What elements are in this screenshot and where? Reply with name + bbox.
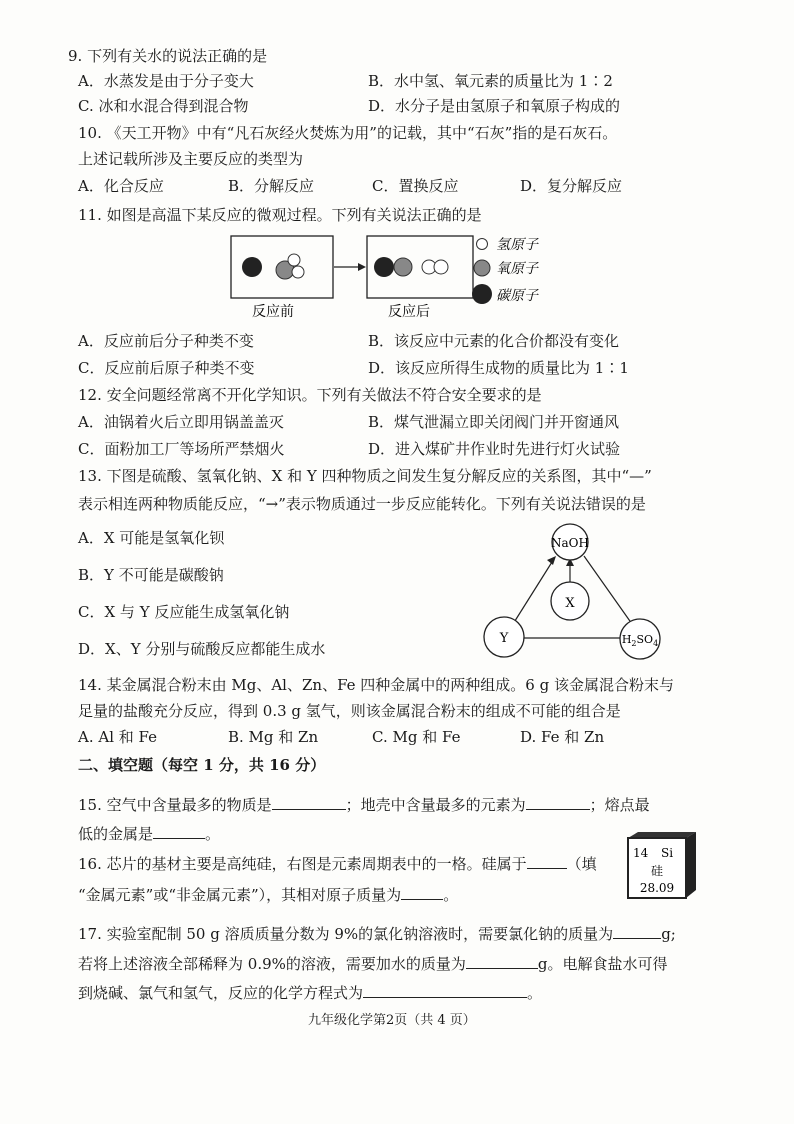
q13-option-d: D．X、Y 分别与硫酸反应都能生成水 (78, 640, 326, 658)
q10-option-c: C．置换反应 (372, 177, 459, 195)
q13-option-c: C．X 与 Y 反应能生成氢氧化钠 (78, 603, 290, 621)
cell-element-name: 硅 (650, 864, 664, 878)
q16-text-3: “金属元素”或“非金属元素”），其相对原子质量为 (78, 886, 402, 904)
q9-option-b: B．水中氢、氧元素的质量比为 1∶2 (368, 72, 613, 90)
q15-text-4: 低的金属是 (78, 825, 154, 843)
q10-option-b: B．分解反应 (228, 177, 315, 195)
section-heading-fill-in: 二、填空题（每空 1 分，共 16 分） (78, 756, 326, 774)
q13-stem-line2: 表示相连两种物质能反应，“→”表示物质通过一步反应能转化。下列有关说法错误的是 (78, 495, 646, 513)
cell-side-face (686, 832, 696, 898)
q15-blank-2[interactable] (526, 793, 590, 810)
q13-option-a: A．X 可能是氢氧化钡 (78, 529, 225, 547)
q11-label-after: 反应后 (388, 304, 430, 320)
edge-y-naoh (513, 562, 552, 624)
cell-symbol: Si (660, 846, 674, 860)
periodic-table-cell-silicon (620, 830, 700, 902)
q14-stem-line2: 足量的盐酸充分反应，得到 0.3 g 氢气，则该金属混合粉末的组成不可能的组合是 (78, 702, 621, 720)
page-footer: 九年级化学第2页（共 4 页） (308, 1013, 476, 1028)
q10-stem-line2: 上述记载所涉及主要反应的类型为 (78, 150, 304, 168)
q10-stem-line1: 10. 《天工开物》中有“凡石灰经火焚炼为用”的记载，其中“石灰”指的是石灰石。 (78, 124, 618, 142)
edge-y-naoh-arrowhead (547, 556, 556, 565)
q16-blank-1[interactable] (527, 852, 567, 869)
q11-option-b: B．该反应中元素的化合价都没有变化 (368, 332, 620, 350)
q16-blank-2[interactable] (401, 883, 443, 900)
q17-line3 (78, 981, 542, 1004)
q11-option-a: A．反应前后分子种类不变 (78, 332, 254, 350)
q12-stem: 12. 安全问题经常离不开化学知识。下列有关做法不符合安全要求的是 (78, 386, 542, 404)
q13-stem-line1: 13. 下图是硫酸、氢氧化钠、X 和 Y 四种物质之间发生复分解反应的关系图，其中“—” (78, 467, 652, 485)
q17-blank-1[interactable] (613, 922, 661, 939)
q17-line2 (78, 952, 668, 975)
q9-option-d: D．水分子是由氢原子和氧原子构成的 (368, 97, 621, 115)
hydrogen-atom (288, 254, 300, 266)
legend-carbon-label: 碳原子 (496, 288, 538, 304)
q17-text-3: 若将上述溶液全部稀释为 0.9%的溶液，需要加水的质量为 (78, 955, 466, 973)
q15-text-3: ；熔点最 (589, 796, 650, 814)
carbon-atom (242, 257, 262, 277)
reaction-arrow-head (358, 263, 366, 271)
q16-line1 (78, 852, 597, 875)
node-h2so4-label: $H_2SO_4$ (621, 633, 659, 648)
legend-hydrogen-icon (477, 239, 488, 250)
cell-atomic-number: 14 (633, 846, 649, 860)
legend-hydrogen-label: 氢原子 (496, 237, 538, 253)
q9-stem: 9. 下列有关水的说法正确的是 (68, 47, 268, 65)
q11-label-before: 反应前 (252, 304, 294, 320)
q15-blank-3[interactable] (153, 822, 205, 839)
q11-option-c: C．反应前后原子种类不变 (78, 359, 255, 377)
oxygen-atom (394, 258, 412, 276)
carbon-atom (374, 257, 394, 277)
q11-reaction-diagram (228, 230, 568, 322)
q13-option-b: B．Y 不可能是碳酸钠 (78, 566, 224, 584)
q16-text-4: 。 (443, 886, 459, 904)
legend-carbon-icon (472, 284, 492, 304)
q14-option-d: D. Fe 和 Zn (520, 728, 605, 746)
q17-text-6: 。 (527, 984, 543, 1002)
q15-text-5: 。 (205, 825, 221, 843)
cell-atomic-mass: 28.09 (639, 881, 675, 895)
q17-text-2: g; (661, 925, 676, 943)
q12-option-b: B．煤气泄漏立即关闭阀门并开窗通风 (368, 413, 620, 431)
q17-blank-2[interactable] (466, 952, 538, 969)
q15-line1 (78, 793, 650, 816)
node-y-label: Y (499, 631, 509, 646)
hydrogen-atom (292, 266, 304, 278)
q13-relation-diagram (476, 520, 686, 670)
q17-text-5: 到烧碱、氯气和氢气，反应的化学方程式为 (78, 984, 364, 1002)
q10-option-d: D．复分解反应 (520, 177, 623, 195)
q16-text-1: 16. 芯片的基材主要是高纯硅，右图是元素周期表中的一格。硅属于 (78, 855, 527, 873)
q10-option-a: A．化合反应 (78, 177, 164, 195)
q11-stem: 11. 如图是高温下某反应的微观过程。下列有关说法正确的是 (78, 206, 482, 224)
q17-line1 (78, 922, 676, 945)
q15-text-2: ；地壳中含量最多的元素为 (345, 796, 526, 814)
q14-option-a: A. Al 和 Fe (78, 728, 157, 746)
q15-line2 (78, 822, 220, 845)
q17-text-1: 17. 实验室配制 50 g 溶质质量分数为 9%的氯化钠溶液时，需要氯化钠的质量为 (78, 925, 614, 943)
q15-blank-1[interactable] (272, 793, 346, 810)
legend-oxygen-icon (474, 260, 490, 276)
q16-line2 (78, 883, 458, 906)
q12-option-a: A．油锅着火后立即用锅盖盖灭 (78, 413, 284, 431)
node-x-label: X (565, 596, 575, 611)
q14-option-b: B. Mg 和 Zn (228, 728, 319, 746)
q17-blank-3[interactable] (363, 981, 527, 998)
edge-naoh-h2so4 (584, 556, 632, 624)
q9-option-a: A．水蒸发是由于分子变大 (78, 72, 254, 90)
q14-stem-line1: 14. 某金属混合粉末由 Mg、Al、Zn、Fe 四种金属中的两种组成。6 g 该金属混合粉末与 (78, 676, 674, 694)
legend-oxygen-label: 氧原子 (496, 261, 538, 277)
q9-option-c: C. 冰和水混合得到混合物 (78, 97, 249, 115)
hydrogen-atom (434, 260, 448, 274)
q15-text-1: 15. 空气中含量最多的物质是 (78, 796, 272, 814)
node-naoh-label: NaOH (551, 536, 589, 550)
q12-option-d: D．进入煤矿井作业时先进行灯火试验 (368, 440, 621, 458)
q16-text-2: （填 (566, 855, 597, 873)
q12-option-c: C．面粉加工厂等场所严禁烟火 (78, 440, 285, 458)
q11-option-d: D．该反应所得生成物的质量比为 1∶1 (368, 359, 629, 377)
q14-option-c: C. Mg 和 Fe (372, 728, 461, 746)
q17-text-4: g。电解食盐水可得 (537, 955, 668, 973)
